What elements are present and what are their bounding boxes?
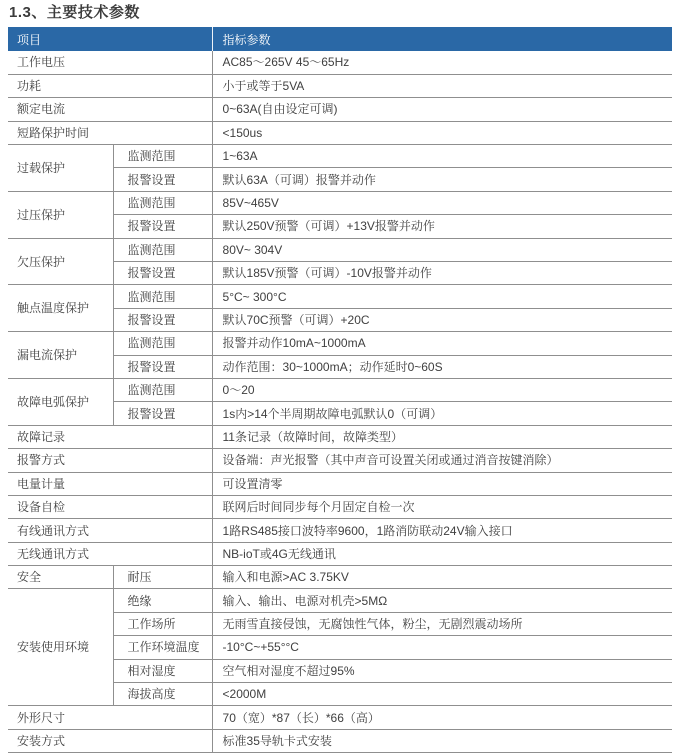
sub-item-cell: 监测范围 bbox=[113, 238, 212, 261]
sub-item-cell: 报警设置 bbox=[113, 355, 212, 378]
spec-table-header bbox=[8, 27, 672, 51]
sub-item-cell: 绝缘 bbox=[113, 589, 212, 612]
table-row bbox=[8, 729, 672, 752]
value-cell: 动作范围：30~1000mA；动作延时0~60S bbox=[212, 355, 672, 378]
item-cell: 有线通讯方式 bbox=[8, 519, 212, 542]
value-cell: 1~63A bbox=[212, 145, 672, 168]
table-row bbox=[8, 238, 672, 261]
value-cell: 小于或等于5VA bbox=[212, 74, 672, 97]
value-cell: 输入和电源>AC 3.75KV bbox=[212, 566, 672, 589]
table-row bbox=[8, 98, 672, 121]
table-row bbox=[8, 589, 672, 612]
item-cell: 安装方式 bbox=[8, 729, 212, 752]
value-cell: 联网后时间同步每个月固定自检一次 bbox=[212, 495, 672, 518]
sub-item-cell: 监测范围 bbox=[113, 332, 212, 355]
header-cell-value: 指标参数 bbox=[212, 27, 672, 51]
table-row bbox=[8, 332, 672, 355]
item-group-cell: 安全 bbox=[8, 566, 113, 589]
value-cell: 0~63A(自由设定可调) bbox=[212, 98, 672, 121]
spec-table bbox=[8, 27, 672, 753]
value-cell: 默认185V预警（可调）-10V报警并动作 bbox=[212, 262, 672, 285]
value-cell: -10°C~+55°°C bbox=[212, 636, 672, 659]
sub-item-cell: 报警设置 bbox=[113, 215, 212, 238]
item-group-cell: 安装使用环境 bbox=[8, 589, 113, 706]
sub-item-cell: 相对湿度 bbox=[113, 659, 212, 682]
spec-table-body bbox=[8, 51, 672, 753]
value-cell: 0～20 bbox=[212, 378, 672, 401]
table-row bbox=[8, 51, 672, 74]
value-cell: 80V~ 304V bbox=[212, 238, 672, 261]
table-row bbox=[8, 145, 672, 168]
sub-item-cell: 监测范围 bbox=[113, 191, 212, 214]
value-cell: 70（宽）*87（长）*66（高） bbox=[212, 706, 672, 729]
sub-item-cell: 报警设置 bbox=[113, 308, 212, 331]
item-group-cell: 触点温度保护 bbox=[8, 285, 113, 332]
sub-item-cell: 监测范围 bbox=[113, 378, 212, 401]
item-cell: 短路保护时间 bbox=[8, 121, 212, 144]
sub-item-cell: 耐压 bbox=[113, 566, 212, 589]
value-cell: 输入、输出、电源对机壳>5MΩ bbox=[212, 589, 672, 612]
value-cell: 1s内>14个半周期故障电弧默认0（可调） bbox=[212, 402, 672, 425]
header-cell-item: 项目 bbox=[8, 27, 212, 51]
item-group-cell: 故障电弧保护 bbox=[8, 378, 113, 425]
item-cell: 功耗 bbox=[8, 74, 212, 97]
value-cell: 85V~465V bbox=[212, 191, 672, 214]
value-cell: 5°C~ 300°C bbox=[212, 285, 672, 308]
table-row bbox=[8, 191, 672, 214]
table-row bbox=[8, 425, 672, 448]
item-cell: 报警方式 bbox=[8, 449, 212, 472]
item-group-cell: 漏电流保护 bbox=[8, 332, 113, 379]
table-row bbox=[8, 566, 672, 589]
table-row bbox=[8, 519, 672, 542]
item-cell: 设备自检 bbox=[8, 495, 212, 518]
sub-item-cell: 报警设置 bbox=[113, 402, 212, 425]
item-cell: 电量计量 bbox=[8, 472, 212, 495]
sub-item-cell: 工作环境温度 bbox=[113, 636, 212, 659]
table-row bbox=[8, 495, 672, 518]
item-cell: 工作电压 bbox=[8, 51, 212, 74]
table-row bbox=[8, 706, 672, 729]
header-row bbox=[8, 27, 672, 51]
sub-item-cell: 工作场所 bbox=[113, 612, 212, 635]
item-group-cell: 过压保护 bbox=[8, 191, 113, 238]
page-title: 1.3、主要技术参数 bbox=[9, 4, 140, 21]
value-cell: 无雨雪直接侵蚀，无腐蚀性气体，粉尘，无剧烈震动场所 bbox=[212, 612, 672, 635]
value-cell: NB-ioT或4G无线通讯 bbox=[212, 542, 672, 565]
value-cell: 设备端：声光报警（其中声音可设置关闭或通过消音按键消除） bbox=[212, 449, 672, 472]
value-cell: 空气相对湿度不超过95% bbox=[212, 659, 672, 682]
table-row bbox=[8, 285, 672, 308]
sub-item-cell: 报警设置 bbox=[113, 168, 212, 191]
value-cell: 11条记录（故障时间，故障类型） bbox=[212, 425, 672, 448]
table-row bbox=[8, 472, 672, 495]
table-row bbox=[8, 449, 672, 472]
value-cell: 1路RS485接口波特率9600，1路消防联动24V输入接口 bbox=[212, 519, 672, 542]
value-cell: <150us bbox=[212, 121, 672, 144]
sub-item-cell: 海拔高度 bbox=[113, 683, 212, 706]
sub-item-cell: 监测范围 bbox=[113, 145, 212, 168]
sub-item-cell: 监测范围 bbox=[113, 285, 212, 308]
table-row bbox=[8, 542, 672, 565]
item-cell: 额定电流 bbox=[8, 98, 212, 121]
item-cell: 故障记录 bbox=[8, 425, 212, 448]
value-cell: AC85～265V 45～65Hz bbox=[212, 51, 672, 74]
value-cell: 标准35导轨卡式安装 bbox=[212, 729, 672, 752]
item-cell: 外形尺寸 bbox=[8, 706, 212, 729]
table-row bbox=[8, 74, 672, 97]
item-group-cell: 过载保护 bbox=[8, 145, 113, 192]
value-cell: 可设置清零 bbox=[212, 472, 672, 495]
value-cell: 默认70C预警（可调）+20C bbox=[212, 308, 672, 331]
sub-item-cell: 报警设置 bbox=[113, 262, 212, 285]
table-row bbox=[8, 121, 672, 144]
table-row bbox=[8, 378, 672, 401]
value-cell: 默认63A（可调）报警并动作 bbox=[212, 168, 672, 191]
item-group-cell: 欠压保护 bbox=[8, 238, 113, 285]
value-cell: 默认250V预警（可调）+13V报警并动作 bbox=[212, 215, 672, 238]
value-cell: 报警并动作10mA~1000mA bbox=[212, 332, 672, 355]
value-cell: <2000M bbox=[212, 683, 672, 706]
item-cell: 无线通讯方式 bbox=[8, 542, 212, 565]
